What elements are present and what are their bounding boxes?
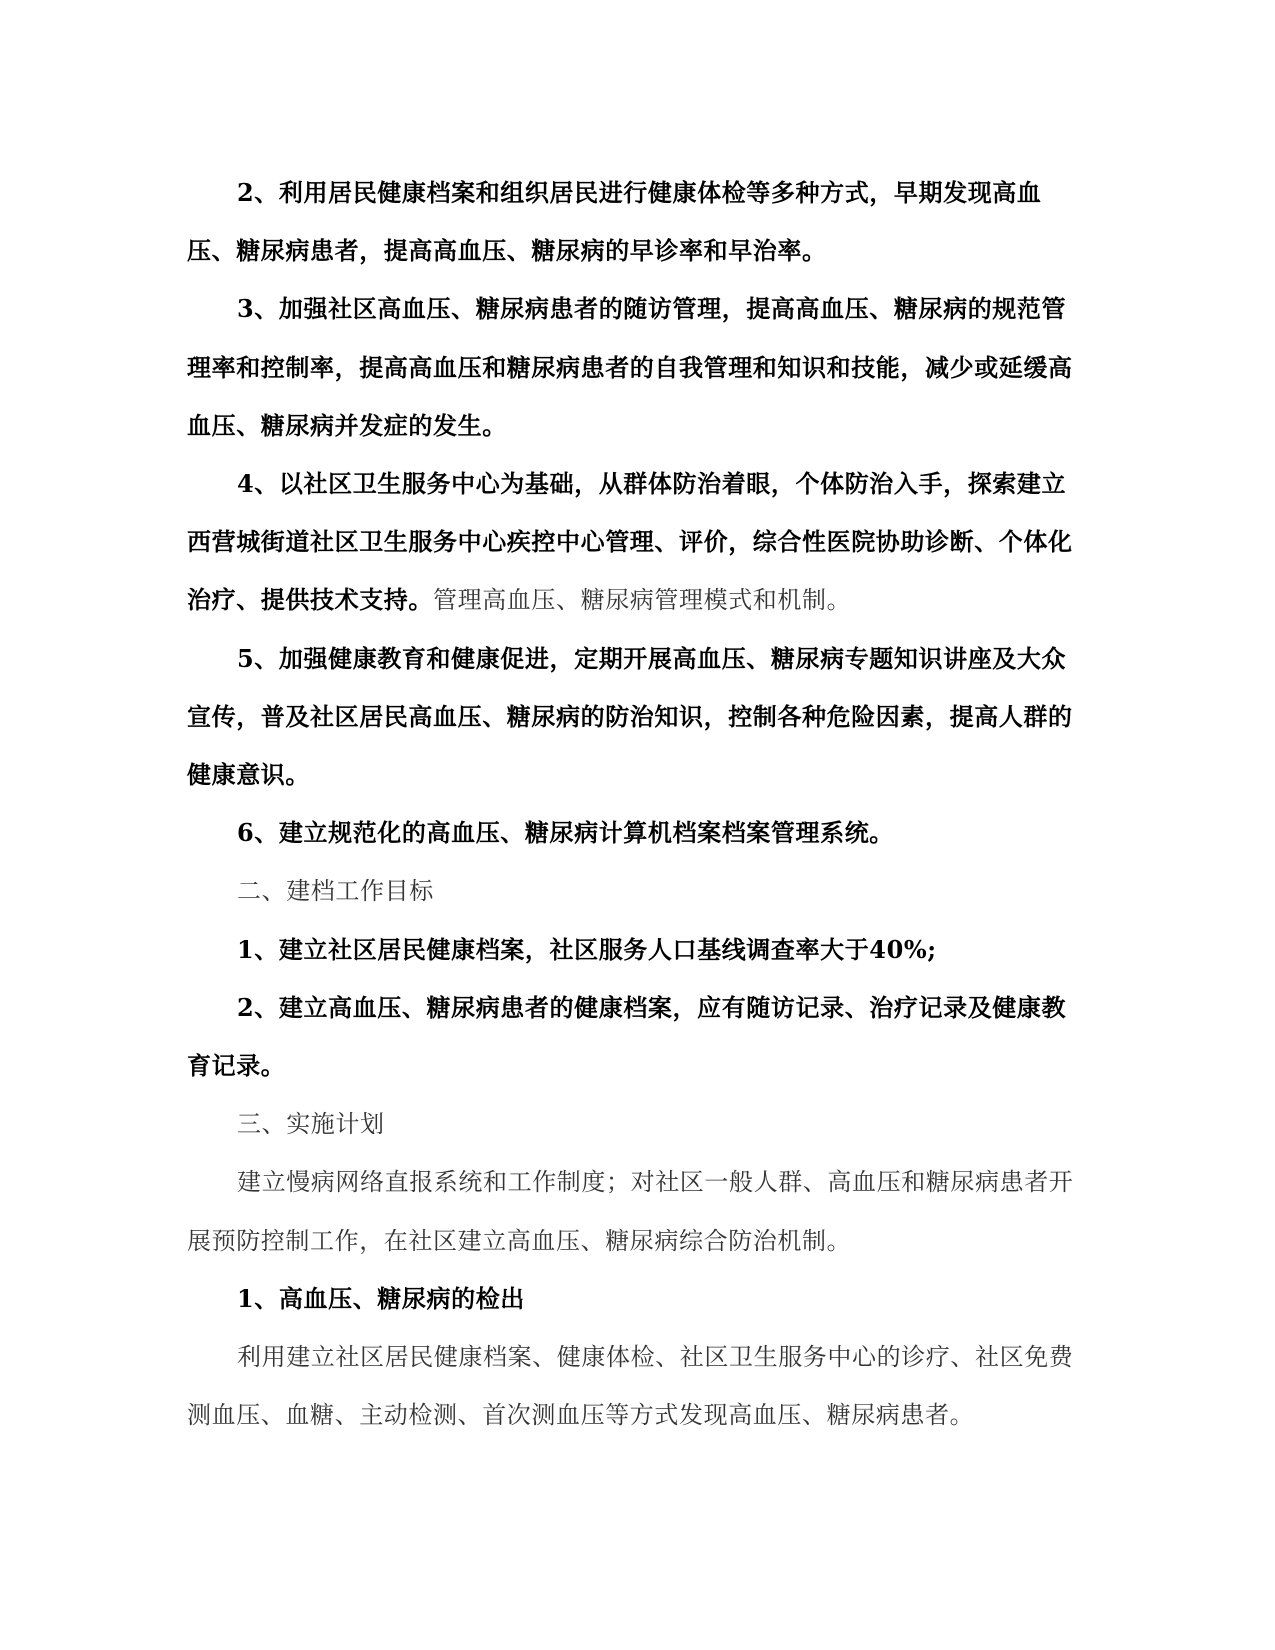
paragraph-goal-followup-management: 3、加强社区高血压、糖尿病患者的随访管理，提高高血压、糖尿病的规范管理率和控制率，提高高血压和糖尿病患者的自我管理和知识和技能，减少或延缓高血压、糖尿病并发症的发生。 [187, 294, 1073, 440]
paragraph-goal-management-model [187, 455, 1087, 630]
paragraph-goal-early-detection: 2、利用居民健康档案和组织居民进行健康体检等多种方式，早期发现高血压、糖尿病患者，提高高血压、糖尿病的早诊率和早治率。 [187, 178, 1042, 266]
subheading-detection: 1、高血压、糖尿病的检出 [237, 1283, 525, 1313]
section-heading-archive-targets: 二、建档工作目标 [237, 877, 434, 906]
paragraph-plan-overview: 建立慢病网络直报系统和工作制度；对社区一般人群、高血压和糖尿病患者开展预防控制工作，在社区建立高血压、糖尿病综合防治机制。 [187, 1168, 1074, 1255]
document-body [187, 164, 1087, 1444]
paragraph-goal-health-education: 5、加强健康教育和健康促进，定期开展高血压、糖尿病专题知识讲座及大众宣传，普及社区居民高血压、糖尿病的防治知识，控制各种危险因素，提高人群的健康意识。 [187, 643, 1073, 790]
paragraph-detection-methods: 利用建立社区居民健康档案、健康体检、社区卫生服务中心的诊疗、社区免费测血压、血糖、主动检测、首次测血压等方式发现高血压、糖尿病患者。 [187, 1343, 1074, 1430]
paragraph-target-patient-records: 2、建立高血压、糖尿病患者的健康档案，应有随访记录、治疗记录及健康教育记录。 [187, 992, 1067, 1081]
section-heading-implementation-plan: 三、实施计划 [237, 1110, 385, 1139]
paragraph-goal-management-model-bold: 4、以社区卫生服务中心为基础，从群体防治着眼，个体防治入手，探索建立西营城街道社区卫生服务中心疾控中心管理、评价，综合性医院协助诊断、个体化治疗、提供技术支持。 [187, 469, 1073, 615]
paragraph-goal-management-model-normal: 管理高血压、糖尿病管理模式和机制。 [433, 586, 852, 615]
paragraph-goal-archive-system: 6、建立规范化的高血压、糖尿病计算机档案档案管理系统。 [237, 818, 894, 848]
paragraph-target-baseline-survey: 1、建立社区居民健康档案，社区服务人口基线调查率大于40%; [237, 934, 937, 964]
